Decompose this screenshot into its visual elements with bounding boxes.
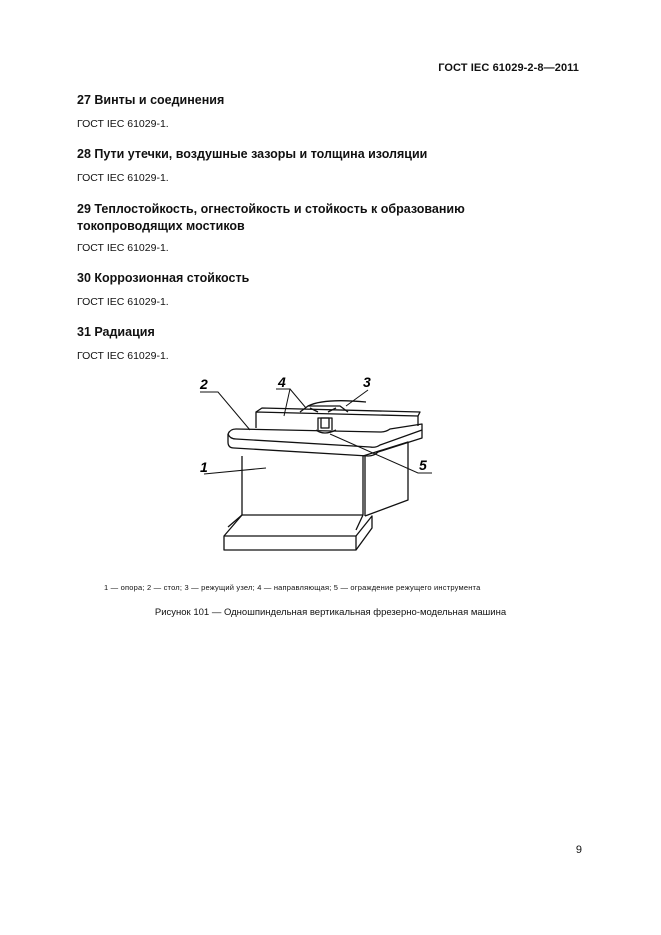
plinth <box>224 536 356 550</box>
leader-2 <box>200 392 250 430</box>
section-28-text: ГОСТ IEC 61029-1. <box>77 172 169 184</box>
leader-3 <box>346 390 368 406</box>
section-29-text: ГОСТ IEC 61029-1. <box>77 242 169 254</box>
section-27-text: ГОСТ IEC 61029-1. <box>77 118 169 130</box>
callout-3: 3 <box>363 374 371 390</box>
figure-legend: 1 — опора; 2 — стол; 3 — режущий узел; 4 — направляющая; 5 — ограждение режущего инструмента <box>104 583 481 592</box>
callout-4: 4 <box>278 374 286 390</box>
section-30-text: ГОСТ IEC 61029-1. <box>77 296 169 308</box>
section-30-heading: 30 Коррозионная стойкость <box>77 271 250 285</box>
section-29-heading: 29 Теплостойкость, огнестойкость и стойкость к образованию токопроводящих мостиков <box>77 202 465 233</box>
table-top <box>228 430 422 456</box>
section-27-heading: 27 Винты и соединения <box>77 93 225 107</box>
section-31-text: ГОСТ IEC 61029-1. <box>77 350 169 362</box>
guide-fence <box>256 412 418 428</box>
machine-figure <box>190 372 440 572</box>
callout-2: 2 <box>200 376 208 392</box>
callout-5: 5 <box>419 457 427 473</box>
document-header: ГОСТ IEC 61029-2-8—2011 <box>438 62 579 74</box>
page-number: 9 <box>575 844 582 856</box>
figure-caption: Рисунок 101 — Одношпиндельная вертикальная фрезерно-модельная машина <box>154 607 507 618</box>
leader-4 <box>276 389 306 416</box>
callout-1: 1 <box>200 459 208 475</box>
section-31-heading: 31 Радиация <box>77 325 155 339</box>
section-28-heading: 28 Пути утечки, воздушные зазоры и толщина изоляции <box>77 147 428 161</box>
support-body <box>242 456 363 515</box>
leader-1 <box>204 468 266 474</box>
